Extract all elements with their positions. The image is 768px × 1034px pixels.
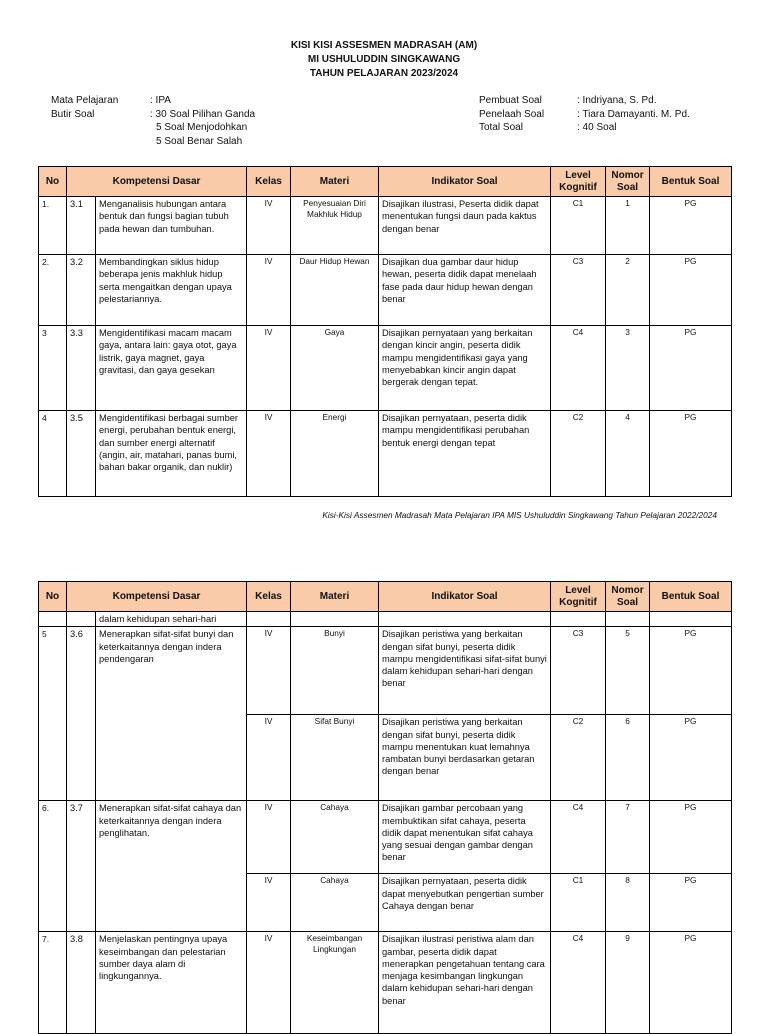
materi-cell: Cahaya [291,874,379,932]
butir-label: Butir Soal [51,108,95,120]
pembuat-value: : Indriyana, S. Pd. [577,95,657,106]
nomor-cell: 8 [606,874,650,932]
kelas-cell: IV [247,874,291,932]
col-nomor-soal: Nomor Soal [606,582,650,612]
materi-cell: Energi [291,411,379,497]
indikator-cell: Disajikan peristiwa yang berkaitan dengan sifat bunyi, peserta didik mampu menentukan kuat lemahnya rambatan bunyi berdasarkan getaran dengan benar [379,715,551,801]
butir-value-2: 5 Soal Menjodohkan [156,122,248,133]
table-row [39,627,732,715]
nomor-cell: 1 [606,197,650,255]
level-cell: C4 [551,326,606,411]
col-kelas: Kelas [247,167,291,197]
materi-cell: Cahaya [291,801,379,874]
title-line-2: MI USHULUDDIN SINGKAWANG [307,54,461,65]
level-cell: C1 [551,874,606,932]
kd-text: Membandingkan siklus hidup beberapa jenis makhluk hidup serta mengaitkan dengan upaya pelestariannya. [96,255,247,326]
mapel-value: : IPA [150,95,171,106]
col-materi: Materi [291,167,379,197]
total-value: : 40 Soal [577,122,617,133]
kelas-cell: IV [247,411,291,497]
materi-cell: Bunyi [291,627,379,715]
bentuk-cell: PG [650,801,732,874]
col-no: No [39,167,67,197]
materi-cell: Keseimbangan Lingkungan [291,932,379,1034]
materi-cell: Daur Hidup Hewan [291,255,379,326]
col-indikator: Indikator Soal [379,167,551,197]
col-kompetensi-dasar: Kompetensi Dasar [67,582,247,612]
kd-code: 3.8 [67,932,96,1034]
kd-code: 3.7 [67,801,96,932]
kelas-cell: IV [247,715,291,801]
row-no: 3 [39,326,67,411]
level-cell: C2 [551,715,606,801]
kd-code: 3.6 [67,627,96,801]
nomor-cell: 9 [606,932,650,1034]
col-bentuk-soal: Bentuk Soal [650,582,732,612]
level-cell: C2 [551,411,606,497]
indikator-cell: Disajikan peristiwa yang berkaitan dengan sifat bunyi, peserta didik mampu mengidentifikasi sifat-sifat bunyi dalam kehidupan sehari-hari dengan benar [379,627,551,715]
empty-cell [379,612,551,627]
nomor-cell: 2 [606,255,650,326]
table-header-row [39,167,732,197]
nomor-cell: 4 [606,411,650,497]
kd-text: Menganalisis hubungan antara bentuk dan fungsi bagian tubuh pada hewan dan tumbuhan. [96,197,247,255]
materi-cell: Sifat Bunyi [291,715,379,801]
kd-text: Mengidentifikasi berbagai sumber energi, perubahan bentuk energi, dan sumber energi alternatif (angin, air, matahari, panas bumi, bahan bakar organik, dan nuklir) [96,411,247,497]
col-bentuk-soal: Bentuk Soal [650,167,732,197]
indikator-cell: Disajikan ilustrasi, Peserta didik dapat menentukan fungsi daun pada kaktus dengan benar [379,197,551,255]
col-materi: Materi [291,582,379,612]
nomor-cell: 3 [606,326,650,411]
penelaah-value: : Tiara Damayanti. M. Pd. [577,108,690,120]
title-line-3: TAHUN PELAJARAN 2023/2024 [309,68,459,79]
mapel-label: Mata Pelajaran [51,95,119,106]
kd-code: 3.2 [67,255,96,326]
nomor-cell: 5 [606,627,650,715]
col-kelas: Kelas [247,582,291,612]
bentuk-cell: PG [650,932,732,1034]
col-nomor-soal: Nomor Soal [606,167,650,197]
level-cell: C3 [551,627,606,715]
continuation-row [39,612,732,627]
meta-right [479,94,690,135]
col-indikator: Indikator Soal [379,582,551,612]
kd-continuation: dalam kehidupan sehari-hari [96,612,247,627]
kd-text: Menerapkan sifat-sifat bunyi dan keterkaitannya dengan indera pendengaran [96,627,247,801]
pembuat-label: Pembuat Soal [479,95,542,106]
bentuk-cell: PG [650,411,732,497]
kd-text: Mengidentifikasi macam macam gaya, antara lain: gaya otot, gaya listrik, gaya magnet, gaya gravitasi, dan gaya gesekan [96,326,247,411]
row-no: 4 [39,411,67,497]
empty-cell [247,612,291,627]
bentuk-cell: PG [650,197,732,255]
nomor-cell: 7 [606,801,650,874]
materi-cell: Gaya [291,326,379,411]
indikator-cell: Disajikan pernyataan, peserta didik mampu mengidentifikasi perubahan bentuk energi dengan tepat [379,411,551,497]
kisi-table-page-1 [38,166,732,497]
meta-left [51,94,255,148]
row-no: 6. [39,801,67,932]
penelaah-label: Penelaah Soal [479,108,545,120]
butir-value-1: : 30 Soal Pilihan Ganda [150,108,256,120]
bentuk-cell: PG [650,255,732,326]
kd-text: Menerapkan sifat-sifat cahaya dan keterkaitannya dengan indera penglihatan. [96,801,247,932]
level-cell: C1 [551,197,606,255]
kelas-cell: IV [247,326,291,411]
bentuk-cell: PG [650,326,732,411]
row-no: 7. [39,932,67,1034]
indikator-cell: Disajikan dua gambar daur hidup hewan, peserta didik dapat menelaah fase pada daur hidup hewan dengan benar [379,255,551,326]
empty-cell [551,612,606,627]
indikator-cell: Disajikan pernyataan, peserta didik dapat menyebutkan pengertian sumber Cahaya dengan benar [379,874,551,932]
col-kompetensi-dasar: Kompetensi Dasar [67,167,247,197]
level-cell: C4 [551,932,606,1034]
table-row [39,255,732,326]
kd-code: 3.1 [67,197,96,255]
level-cell: C3 [551,255,606,326]
kisi-table-page-2 [38,581,732,1034]
col-no: No [39,582,67,612]
kelas-cell: IV [247,197,291,255]
table-row [39,411,732,497]
table-row [39,326,732,411]
kelas-cell: IV [247,932,291,1034]
row-no: 2. [39,255,67,326]
level-cell: C4 [551,801,606,874]
bentuk-cell: PG [650,874,732,932]
kd-code: 3.3 [67,326,96,411]
table-header-row [39,582,732,612]
table-row [39,801,732,874]
row-no: 1. [39,197,67,255]
table-row [39,932,732,1034]
nomor-cell: 6 [606,715,650,801]
indikator-cell: Disajikan pernyataan yang berkaitan dengan kincir angin, peserta didik mampu mengidentifikasi gaya yang menyebabkan kincir angin dapat bergerak dengan tepat. [379,326,551,411]
empty-cell [291,612,379,627]
kelas-cell: IV [247,255,291,326]
table-row [39,197,732,255]
bentuk-cell: PG [650,715,732,801]
empty-cell [606,612,650,627]
kd-code: 3.5 [67,411,96,497]
kd-text: Menjelaskan pentingnya upaya keseimbangan dan pelestarian sumber daya alam di lingkungannya. [96,932,247,1034]
title-line-1: KISI KISI ASSESMEN MADRASAH (AM) [290,40,478,51]
kelas-cell: IV [247,627,291,715]
kelas-cell: IV [247,801,291,874]
row-no: 5 [39,627,67,801]
document-title-block [0,39,768,81]
butir-value-3: 5 Soal Benar Salah [156,135,243,147]
col-level-kognitif: Level Kognitif [551,167,606,197]
col-level-kognitif: Level Kognitif [551,582,606,612]
indikator-cell: Disajikan gambar percobaan yang membuktikan sifat cahaya, peserta didik dapat menentukan sifat cahaya yang sesuai dengan gambar dengan benar [379,801,551,874]
indikator-cell: Disajikan ilustrasi peristiwa alam dan gambar, peserta didik dapat menerapkan pengetahuan tentang cara menjaga kesimbangan lingkungan dalam kehidupan sehari-hari dengan benar [379,932,551,1034]
materi-cell: Penyesuaian Diri Makhluk Hidup [291,197,379,255]
total-label: Total Soal [479,122,523,133]
empty-cell [650,612,732,627]
empty-cell [39,612,67,627]
bentuk-cell: PG [650,627,732,715]
page-footnote: Kisi-Kisi Assesmen Madrasah Mata Pelajaran IPA MIS Ushuluddin Singkawang Tahun Pelajaran 2022/2024 [322,510,717,520]
empty-cell [67,612,96,627]
